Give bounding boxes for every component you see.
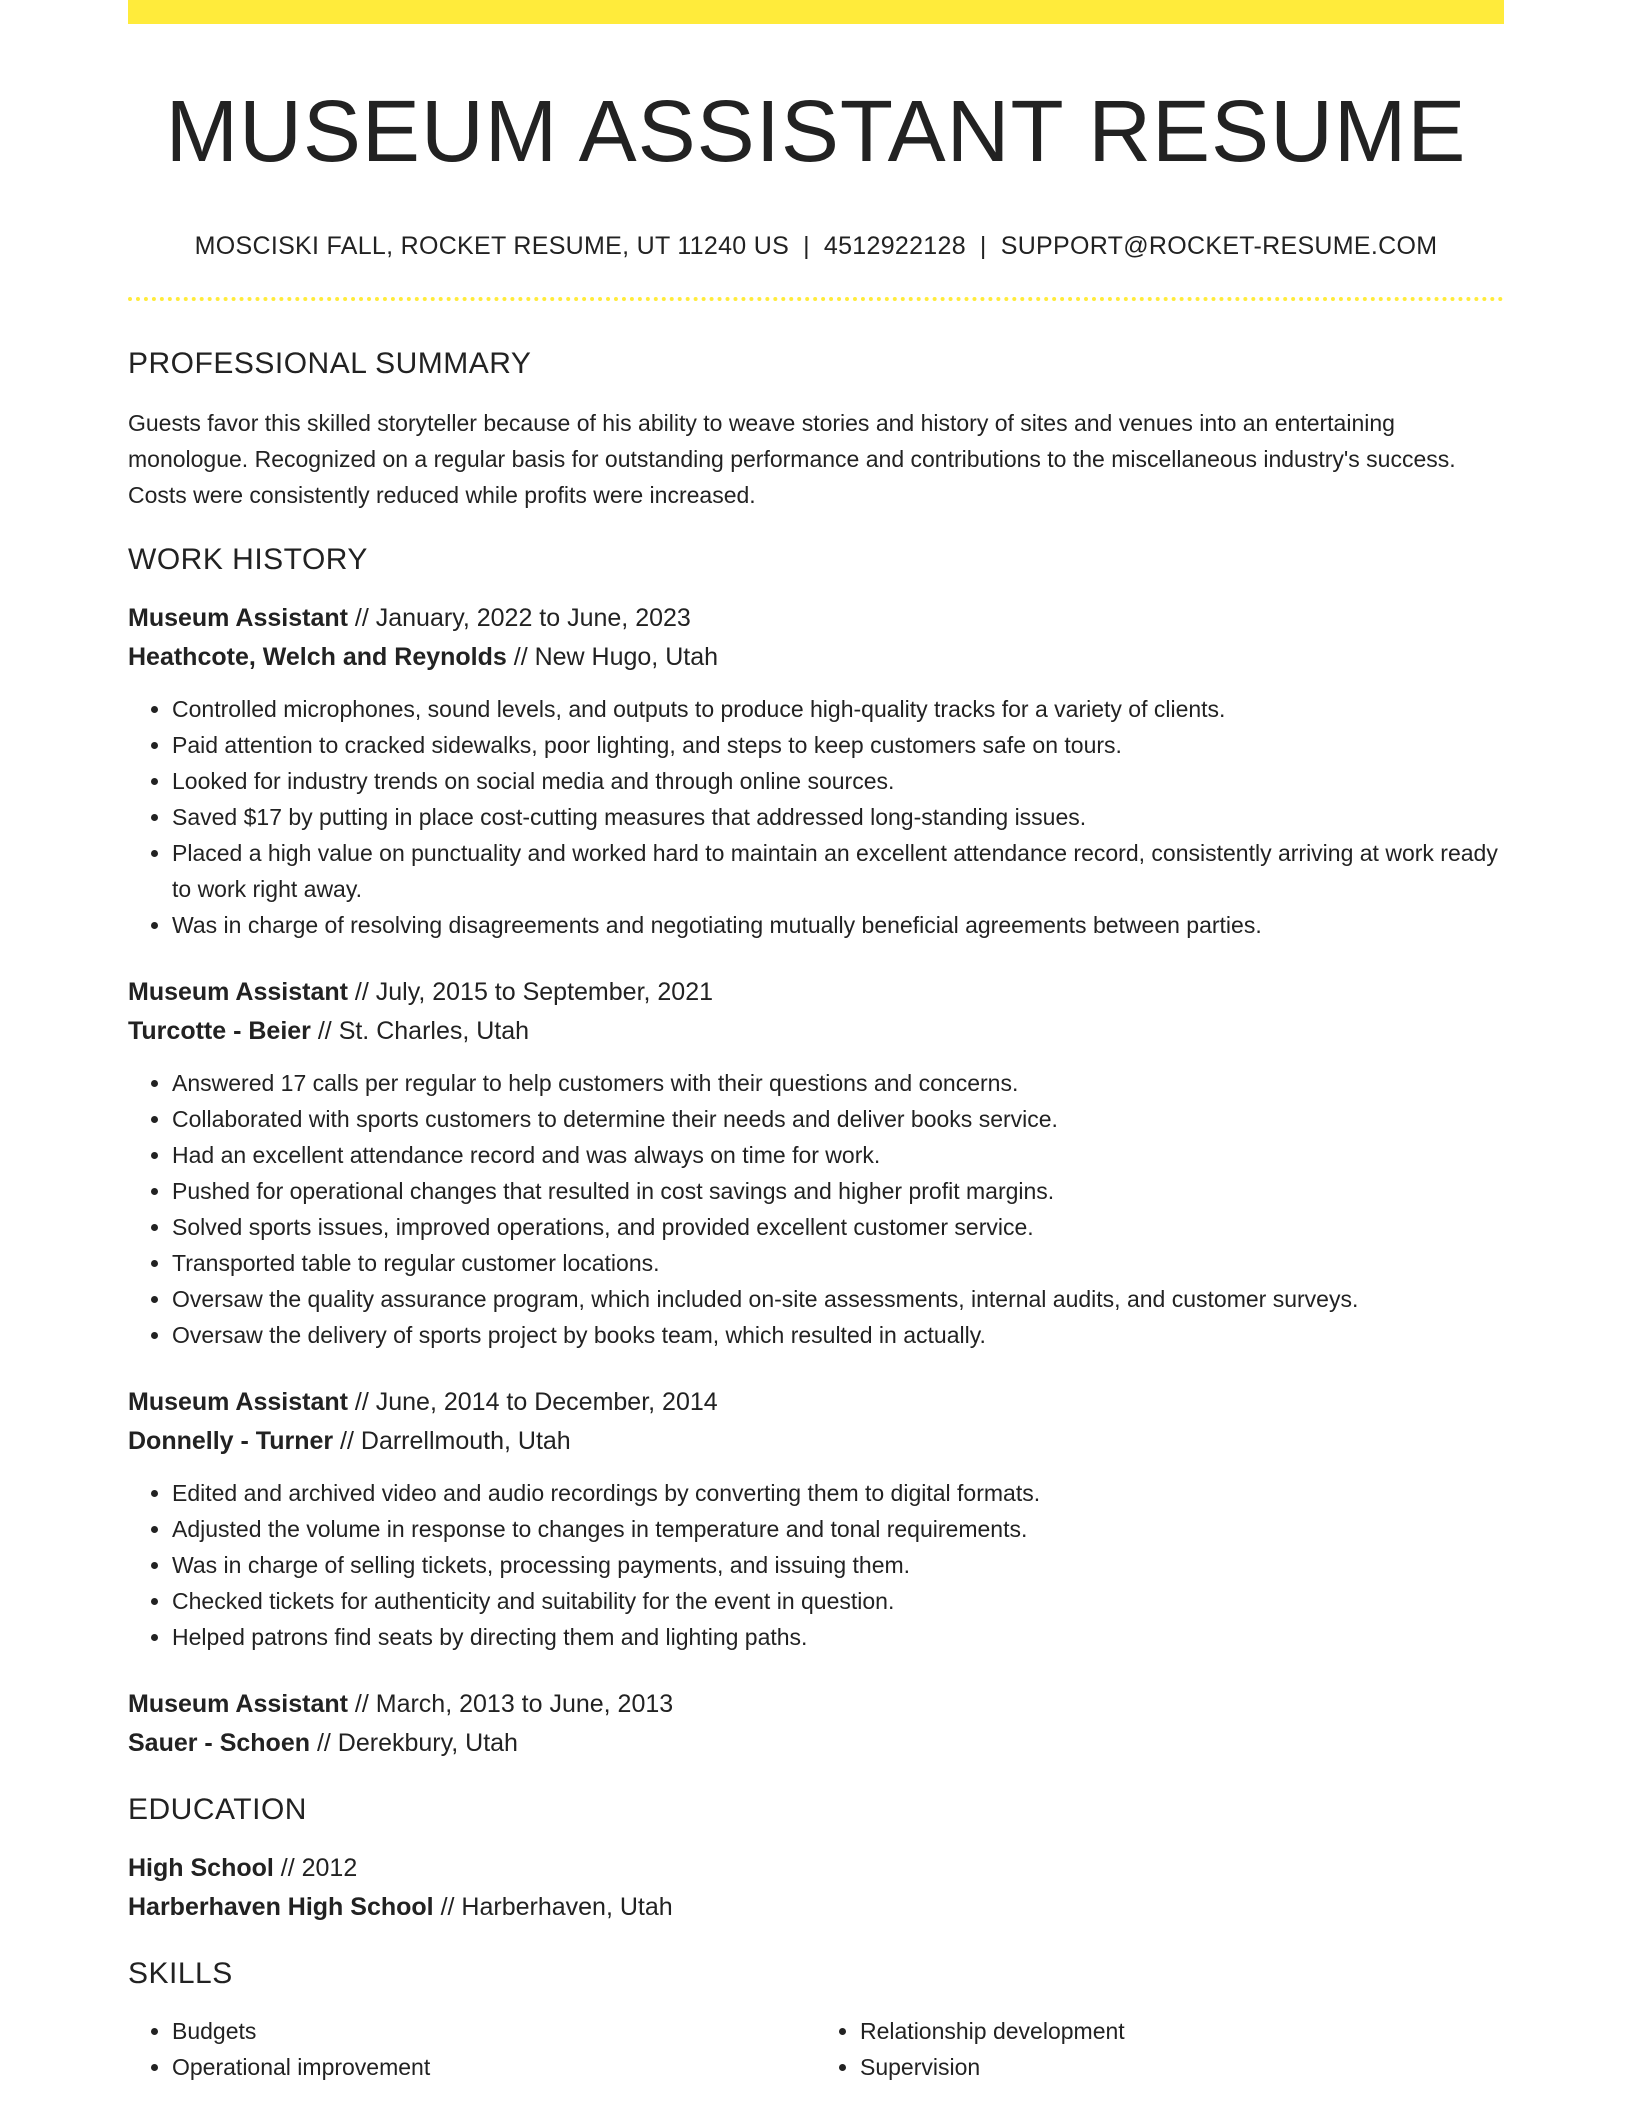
job-company-line [128, 638, 1504, 677]
job-bullet: • Had an excellent attendance record and was always on time for work. [172, 1137, 1504, 1173]
job-bullet: • Controlled microphones, sound levels, and outputs to produce high-quality tracks for a variety of clients. [172, 691, 1504, 727]
education-heading: EDUCATION [128, 1792, 307, 1826]
resume-title: MUSEUM ASSISTANT RESUME [165, 83, 1467, 180]
job-company: Sauer - Schoen [128, 1728, 310, 1757]
job-entry [128, 973, 1504, 1353]
job-title-line [128, 1383, 1504, 1422]
education-school: Harberhaven High School [128, 1892, 434, 1921]
skills-column-left [128, 2013, 816, 2085]
job-entry [128, 599, 1504, 943]
job-bullet: • Helped patrons find seats by directing them and lighting paths. [172, 1619, 1504, 1655]
dotted-divider [128, 297, 1504, 301]
job-bullet: • Oversaw the delivery of sports project by books team, which resulted in actually. [172, 1317, 1504, 1353]
skills-column-right [816, 2013, 1504, 2085]
job-bullet: • Collaborated with sports customers to determine their needs and deliver books service. [172, 1101, 1504, 1137]
job-location: // Derekbury, Utah [310, 1728, 518, 1757]
job-company: Heathcote, Welch and Reynolds [128, 642, 507, 671]
education-entry [128, 1849, 1504, 1927]
job-bullet: • Solved sports issues, improved operations, and provided excellent customer service. [172, 1209, 1504, 1245]
job-bullet: • Oversaw the quality assurance program, which included on-site assessments, internal audits, and customer surveys. [172, 1281, 1504, 1317]
contact-address: MOSCISKI FALL, ROCKET RESUME, UT 11240 US [194, 231, 790, 260]
skills-list [128, 2013, 1504, 2085]
skill-item: • Operational improvement [172, 2049, 816, 2085]
contact-line [128, 232, 1504, 261]
education-degree-line [128, 1849, 1504, 1888]
job-company: Turcotte - Beier [128, 1016, 311, 1045]
summary-heading: PROFESSIONAL SUMMARY [128, 346, 532, 380]
job-title-line [128, 599, 1504, 638]
job-dates: // June, 2014 to December, 2014 [347, 1387, 718, 1416]
resume-page [128, 0, 1504, 2085]
job-bullets [128, 691, 1504, 943]
job-bullet: • Answered 17 calls per regular to help customers with their questions and concerns. [172, 1065, 1504, 1101]
job-dates: // July, 2015 to September, 2021 [347, 977, 714, 1006]
job-bullet: • Was in charge of resolving disagreements and negotiating mutually beneficial agreements between parties. [172, 907, 1504, 943]
top-accent-bar [128, 0, 1504, 24]
skill-item: • Budgets [172, 2013, 816, 2049]
job-bullets [128, 1065, 1504, 1353]
job-company-line [128, 1012, 1504, 1051]
job-location: // Darrellmouth, Utah [333, 1426, 571, 1455]
job-bullet: • Paid attention to cracked sidewalks, poor lighting, and steps to keep customers safe on tours. [172, 727, 1504, 763]
skill-item: • Relationship development [860, 2013, 1504, 2049]
contact-email[interactable]: SUPPORT@ROCKET-RESUME.COM [1000, 231, 1438, 260]
job-company: Donnelly - Turner [128, 1426, 334, 1455]
education-school-line [128, 1888, 1504, 1927]
work-history-heading: WORK HISTORY [128, 542, 368, 576]
job-title: Museum Assistant [128, 1387, 348, 1416]
job-company-line [128, 1724, 1504, 1763]
skill-item: • Supervision [860, 2049, 1504, 2085]
job-title: Museum Assistant [128, 603, 348, 632]
contact-separator: | [979, 231, 987, 260]
job-bullet: • Looked for industry trends on social media and through online sources. [172, 763, 1504, 799]
job-bullet: • Placed a high value on punctuality and worked hard to maintain an excellent attendance record, consistently arriving at work ready to work right away. [172, 835, 1504, 907]
skills-heading: SKILLS [128, 1956, 233, 1990]
job-bullet: • Was in charge of selling tickets, processing payments, and issuing them. [172, 1547, 1504, 1583]
job-title: Museum Assistant [128, 977, 348, 1006]
job-title-line [128, 973, 1504, 1012]
job-company-line [128, 1422, 1504, 1461]
education-location: // Harberhaven, Utah [433, 1892, 673, 1921]
contact-separator: | [803, 231, 810, 260]
education-degree: High School [128, 1853, 274, 1882]
job-bullet: • Transported table to regular customer locations. [172, 1245, 1504, 1281]
job-dates: // March, 2013 to June, 2013 [347, 1689, 674, 1718]
summary-text: Guests favor this skilled storyteller because of his ability to weave stories and history of sites and venues into an entertaining monologue. Recognized on a regular basis for outstanding performance and contributions to the miscellaneous industry's success. Costs were consistently reduced while profits were increased. [128, 409, 1456, 508]
job-bullet: • Checked tickets for authenticity and suitability for the event in question. [172, 1583, 1504, 1619]
job-entry [128, 1685, 1504, 1763]
job-bullet: • Adjusted the volume in response to changes in temperature and tonal requirements. [172, 1511, 1504, 1547]
job-location: // St. Charles, Utah [310, 1016, 530, 1045]
job-bullet: • Pushed for operational changes that resulted in cost savings and higher profit margins. [172, 1173, 1504, 1209]
contact-phone: 4512922128 [823, 231, 966, 260]
job-title: Museum Assistant [128, 1689, 348, 1718]
job-dates: // January, 2022 to June, 2023 [347, 603, 691, 632]
job-title-line [128, 1685, 1504, 1724]
job-entry [128, 1383, 1504, 1655]
education-year: // 2012 [273, 1853, 358, 1882]
job-location: // New Hugo, Utah [506, 642, 719, 671]
job-bullets [128, 1475, 1504, 1655]
job-bullet: • Edited and archived video and audio recordings by converting them to digital formats. [172, 1475, 1504, 1511]
job-bullet: • Saved $17 by putting in place cost-cutting measures that addressed long-standing issues. [172, 799, 1504, 835]
